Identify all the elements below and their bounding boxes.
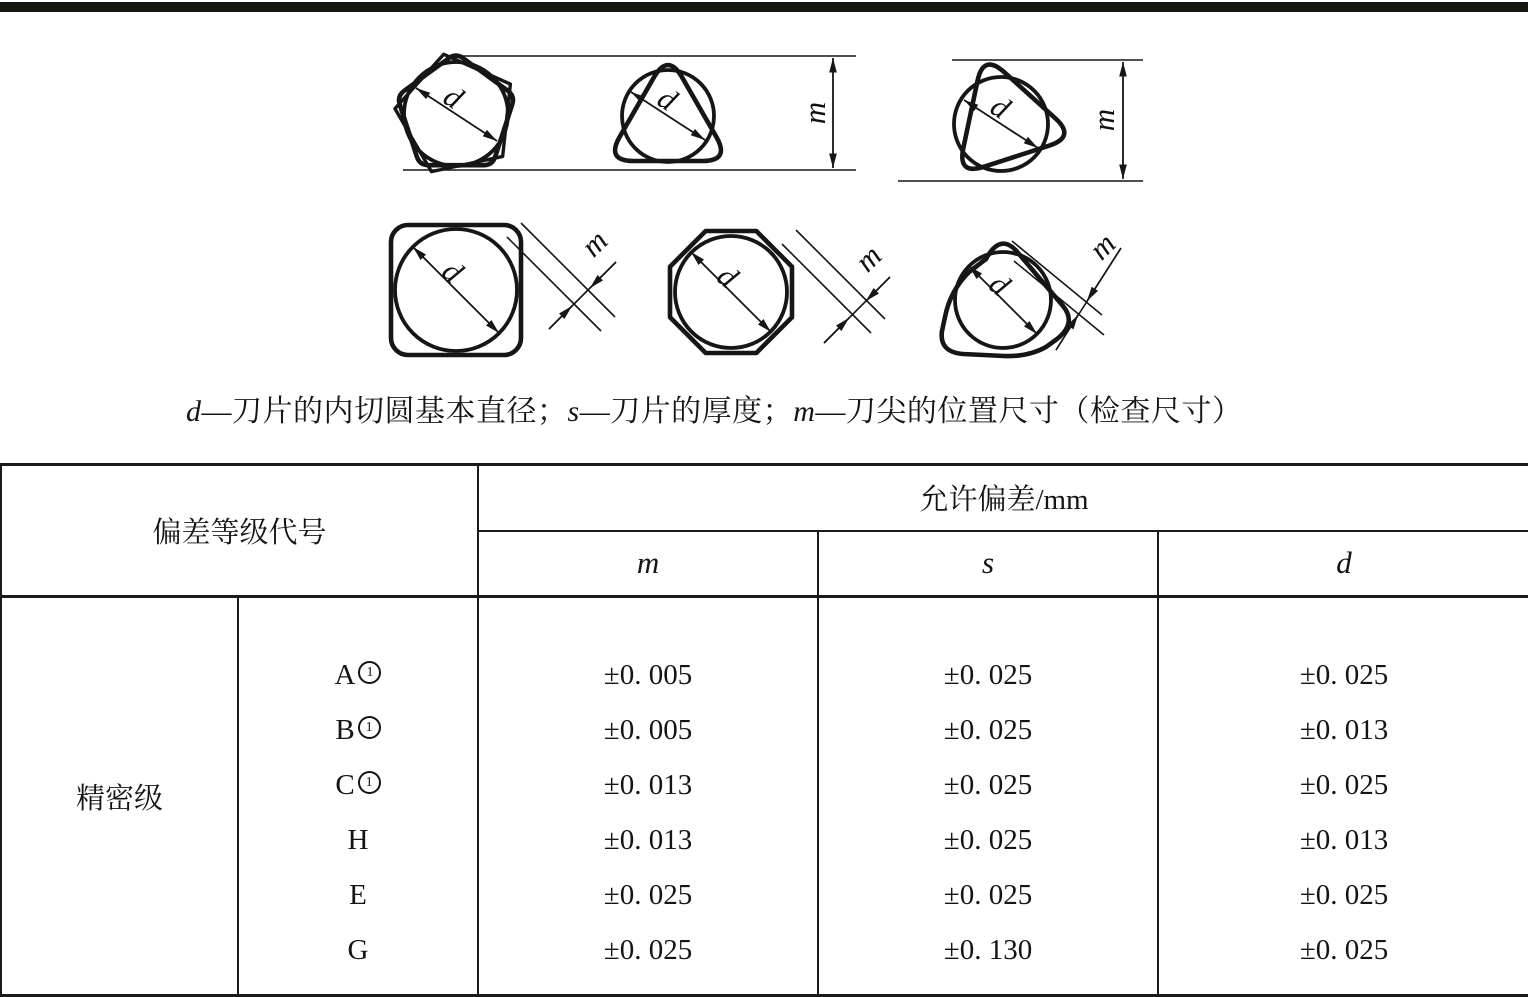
tolerance-table (0, 463, 1528, 997)
header-col-d: d (1158, 531, 1528, 597)
grade-letter: A (334, 659, 356, 692)
grade-cell (239, 648, 477, 703)
m-dimension-label: m (1086, 108, 1121, 132)
m-tolerance-value: ±0. 005 (603, 714, 693, 747)
d-dimension-label: d (984, 87, 1017, 126)
grade-letter: C (335, 769, 355, 802)
triangle-insert-diagram (615, 65, 721, 162)
square-insert-diagram (391, 223, 616, 355)
header-col-m: m (478, 531, 818, 597)
grade-letter: H (347, 824, 369, 857)
m-dimension-label: m (797, 101, 832, 125)
octagon-insert-diagram (670, 230, 890, 353)
grade-cell (239, 703, 477, 758)
header-grade-code: 偏差等级代号 (1, 465, 478, 597)
s-tolerance-value: ±0. 025 (943, 714, 1033, 747)
m-tolerance-value: ±0. 005 (603, 659, 693, 692)
d-dimension-label: d (651, 79, 684, 118)
s-tolerance-value: ±0. 130 (943, 934, 1033, 967)
m-thickness-callout (507, 223, 616, 331)
triangle-insert-outline (615, 65, 721, 161)
caption-d-symbol: d (186, 395, 202, 428)
m-dimension-group-1 (403, 56, 856, 170)
grade-cell (239, 813, 477, 868)
d-tolerance-column (1158, 597, 1528, 996)
d-dimension-label: d (437, 77, 470, 116)
d-tolerance-value: ±0. 013 (1299, 714, 1389, 747)
d-tolerance-value: ±0. 025 (1299, 659, 1389, 692)
m-dimension-label: m (1081, 225, 1123, 267)
caption-d-text: —刀片的内切圆基本直径； (201, 395, 568, 428)
grade-letter: E (349, 879, 367, 912)
caption-s-text: —刀片的厚度； (579, 395, 794, 428)
grade-cell (239, 923, 477, 978)
caption-s-symbol: s (567, 395, 580, 428)
grade-column (238, 597, 478, 996)
row-group-precision-grade: 精密级 (1, 597, 238, 996)
footnote-1-badge: 1 (358, 661, 381, 684)
s-tolerance-value: ±0. 025 (943, 659, 1033, 692)
d-tolerance-value: ±0. 025 (1299, 934, 1389, 967)
d-dimension-label: d (982, 265, 1018, 303)
d-tolerance-value: ±0. 025 (1299, 769, 1389, 802)
m-thickness-callout (782, 230, 890, 343)
m-dimension-group-2 (898, 60, 1143, 181)
m-dimension-label: m (847, 237, 889, 279)
d-tolerance-value: ±0. 013 (1299, 824, 1389, 857)
d-dimension-label: d (710, 257, 746, 295)
rotated-triangle-insert-diagram (937, 49, 1067, 173)
figure-caption (186, 386, 1436, 428)
d-dimension-label: d (435, 252, 471, 290)
d-tolerance-value: ±0. 025 (1299, 879, 1389, 912)
grade-cell (239, 758, 477, 813)
s-tolerance-value: ±0. 025 (943, 879, 1033, 912)
m-tolerance-value: ±0. 025 (603, 934, 693, 967)
m-thickness-callout (1012, 226, 1122, 350)
footnote-1-badge: 1 (358, 716, 381, 739)
trigon-insert-diagram (942, 226, 1123, 356)
header-col-s: s (818, 531, 1158, 597)
s-tolerance-value: ±0. 025 (943, 769, 1033, 802)
m-dimension-label: m (573, 222, 615, 264)
caption-m-symbol: m (793, 395, 816, 428)
m-tolerance-value: ±0. 013 (603, 769, 693, 802)
s-tolerance-column (818, 597, 1158, 996)
m-tolerance-value: ±0. 025 (603, 879, 693, 912)
footnote-1-badge: 1 (358, 771, 381, 794)
header-allowed-deviation: 允许偏差/mm (478, 465, 1528, 531)
grade-cell (239, 868, 477, 923)
s-tolerance-value: ±0. 025 (943, 824, 1033, 857)
caption-m-text: —刀尖的位置尺寸（检查尺寸） (815, 395, 1243, 428)
grade-letter: G (347, 934, 369, 967)
pentagon-insert-diagram (386, 42, 525, 176)
m-tolerance-column (478, 597, 818, 996)
grade-letter: B (335, 714, 355, 747)
m-tolerance-value: ±0. 013 (603, 824, 693, 857)
